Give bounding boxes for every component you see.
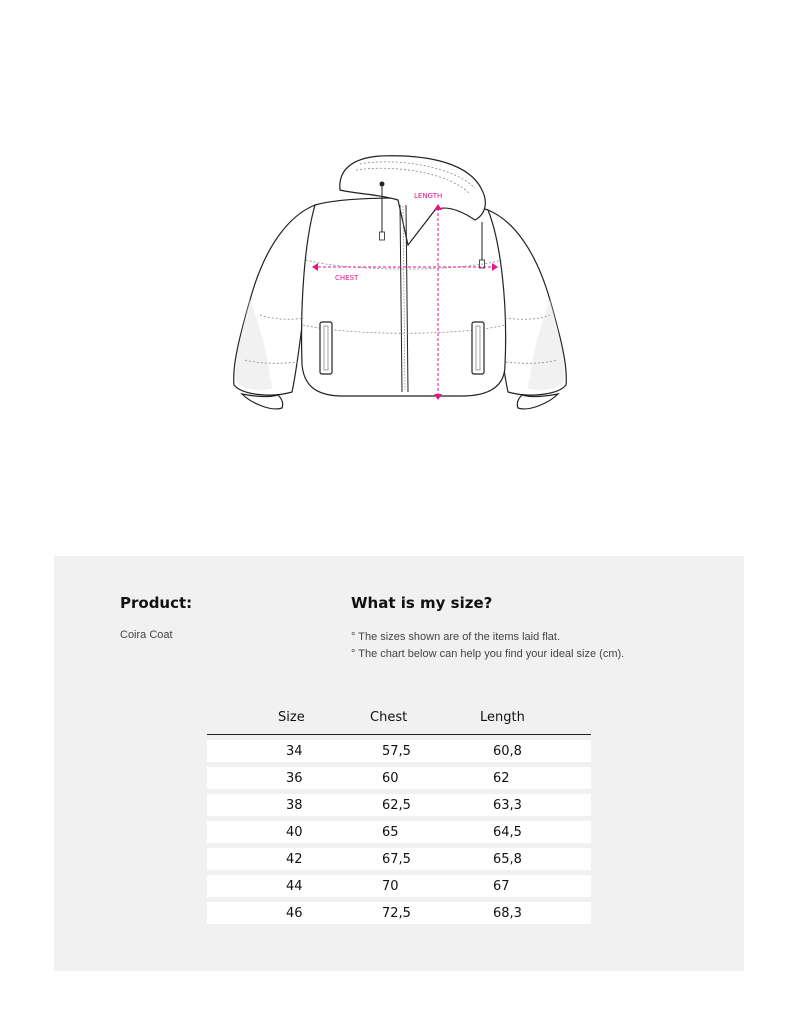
header-size: Size — [278, 710, 305, 725]
length-label: LENGTH — [414, 192, 443, 200]
cell-size: 40 — [286, 824, 303, 840]
product-name: Coira Coat — [120, 629, 173, 641]
cell-length: 64,5 — [493, 824, 522, 840]
cell-length: 60,8 — [493, 743, 522, 759]
cell-length: 62 — [493, 770, 510, 786]
size-notes — [351, 629, 624, 663]
cell-size: 42 — [286, 851, 303, 867]
cell-chest: 70 — [382, 878, 399, 894]
cell-chest: 60 — [382, 770, 399, 786]
table-row — [207, 848, 591, 870]
cell-size: 36 — [286, 770, 303, 786]
size-info-panel — [54, 556, 744, 971]
table-row — [207, 875, 591, 897]
product-heading: Product: — [120, 594, 193, 612]
cell-size: 38 — [286, 797, 303, 813]
header-length: Length — [480, 710, 525, 725]
table-row — [207, 821, 591, 843]
chest-label: CHEST — [335, 274, 359, 282]
cell-chest: 72,5 — [382, 905, 411, 921]
size-guide-heading: What is my size? — [351, 594, 493, 612]
size-table-header — [207, 706, 591, 735]
cell-length: 67 — [493, 878, 510, 894]
cell-size: 34 — [286, 743, 303, 759]
cell-size: 44 — [286, 878, 303, 894]
jacket-illustration — [220, 150, 580, 420]
size-note: ° The sizes shown are of the items laid flat. — [351, 631, 561, 643]
cell-chest: 62,5 — [382, 797, 411, 813]
cell-chest: 65 — [382, 824, 399, 840]
cell-length: 68,3 — [493, 905, 522, 921]
cell-chest: 67,5 — [382, 851, 411, 867]
cell-length: 65,8 — [493, 851, 522, 867]
size-table — [207, 706, 591, 924]
size-note: ° The chart below can help you find your ideal size (cm). — [351, 648, 625, 660]
header-chest: Chest — [370, 710, 408, 725]
cell-chest: 57,5 — [382, 743, 411, 759]
cell-length: 63,3 — [493, 797, 522, 813]
table-row — [207, 794, 591, 816]
table-row — [207, 767, 591, 789]
jacket-sketch — [220, 150, 580, 420]
table-row — [207, 902, 591, 924]
cell-size: 46 — [286, 905, 303, 921]
table-row — [207, 740, 591, 762]
